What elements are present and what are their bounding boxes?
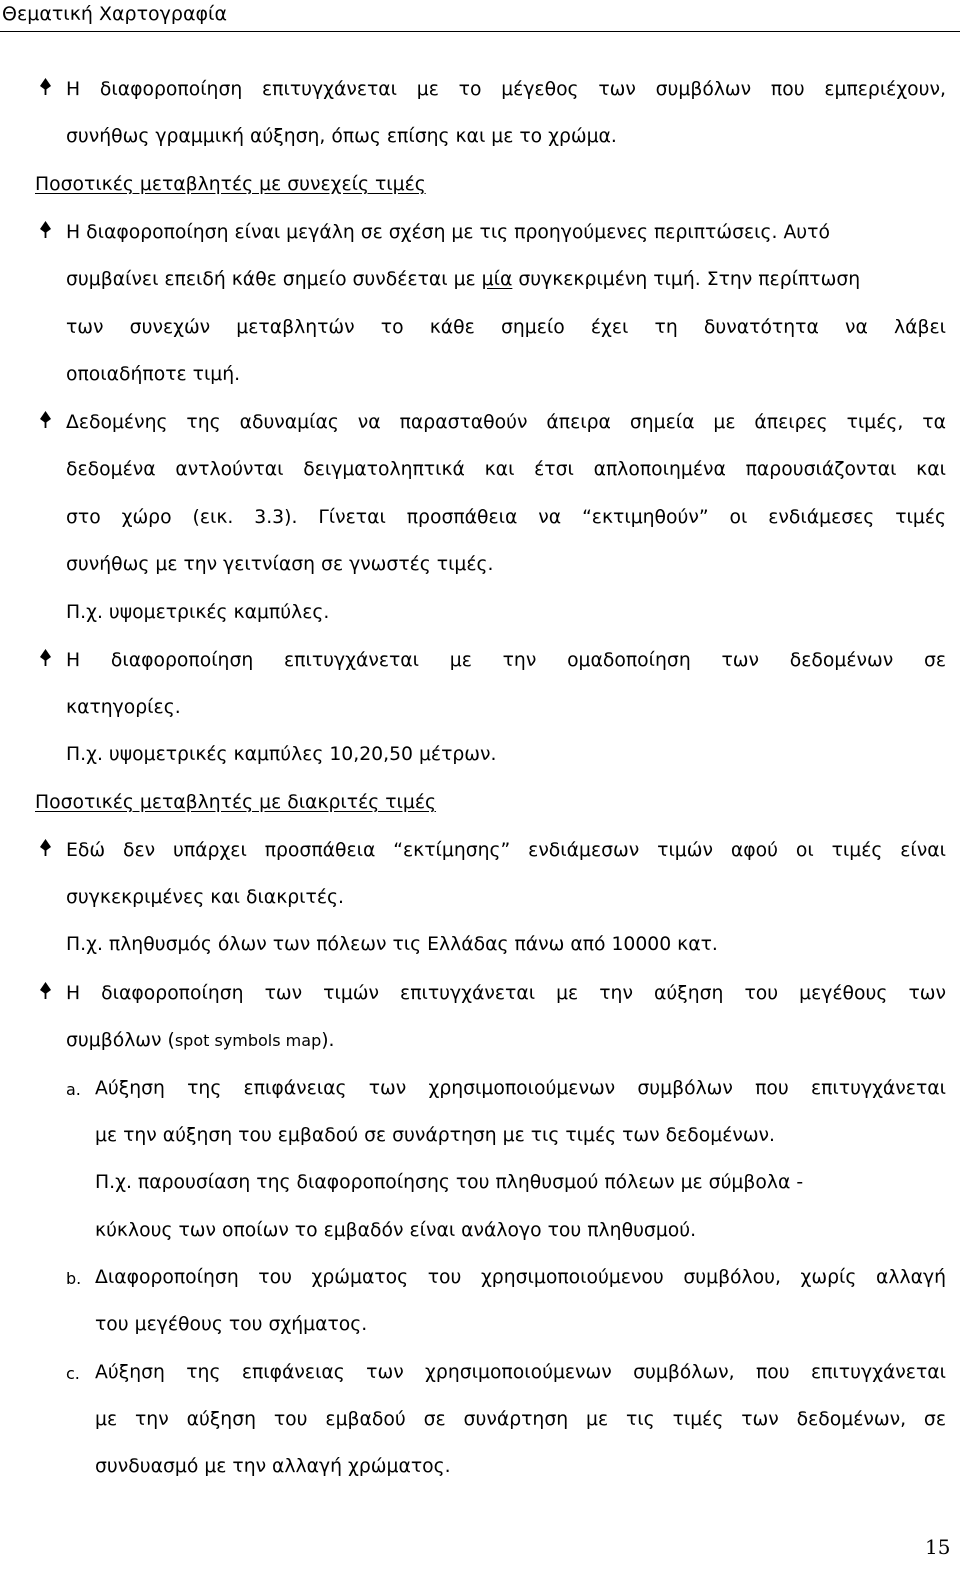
text-line bbox=[66, 1028, 335, 1054]
text-line: Διαφοροποίηση του χρώματος του χρησιμοποιούμενου συμβόλου, χωρίς αλλαγή bbox=[95, 1267, 946, 1288]
text-line: συγκεκριμένες και διακριτές. bbox=[66, 887, 344, 908]
text-line: Η διαφοροποίηση είναι μεγάλη σε σχέση με τις προηγούμενες περιπτώσεις. Αυτό bbox=[66, 222, 830, 243]
text-line: Η διαφοροποίηση των τιμών επιτυγχάνεται με την αύξηση του μεγέθους των bbox=[66, 983, 946, 1004]
text-line: συνήθως με την γειτνίαση σε γνωστές τιμές. bbox=[66, 554, 494, 575]
text-line: Δεδομένης της αδυναμίας να παρασταθούν άπειρα σημεία με άπειρες τιμές, τα bbox=[66, 412, 946, 433]
bullet-icon bbox=[38, 409, 53, 429]
text-line: με την αύξηση του εμβαδού σε συνάρτηση με τις τιμές των δεδομένων, σε bbox=[95, 1409, 946, 1430]
text-line: συνήθως γραμμική αύξηση, όπως επίσης και με το χρώμα. bbox=[66, 126, 617, 147]
text-line: Εδώ δεν υπάρχει προσπάθεια “εκτίμησης” ενδιάμεσων τιμών αφού οι τιμές είναι bbox=[66, 840, 946, 861]
text-line: οποιαδήποτε τιμή. bbox=[66, 364, 241, 385]
bullet-icon bbox=[38, 76, 53, 96]
text-line: Η διαφοροποίηση επιτυγχάνεται με την ομαδοποίηση των δεδομένων σε bbox=[66, 650, 946, 671]
text-line: Η διαφοροποίηση επιτυγχάνεται με το μέγεθος των συμβόλων που εμπεριέχουν, bbox=[66, 79, 946, 100]
text-run: συμβαίνει επειδή κάθε σημείο συνδέεται με bbox=[66, 269, 482, 290]
example-line: Π.χ. υψομετρικές καμπύλες. bbox=[66, 602, 330, 623]
text-run: συγκεκριμένη τιμή. Στην περίπτωση bbox=[512, 269, 861, 290]
text-run: συμβόλων ( bbox=[66, 1030, 175, 1051]
page-number: 15 bbox=[925, 1535, 951, 1559]
bullet-icon bbox=[38, 219, 53, 239]
header-title: Θεματική Χαρτογραφία bbox=[2, 3, 227, 25]
text-line: στο χώρο (εικ. 3.3). Γίνεται προσπάθεια να “εκτιμηθούν” οι ενδιάμεσες τιμές bbox=[66, 507, 946, 528]
text-line: των συνεχών μεταβλητών το κάθε σημείο έχει τη δυνατότητα να λάβει bbox=[66, 317, 946, 338]
list-marker: a. bbox=[66, 1080, 81, 1099]
text-line: συνδυασμό με την αλλαγή χρώματος. bbox=[95, 1456, 451, 1477]
underlined-word: μία bbox=[481, 269, 513, 290]
bullet-icon bbox=[38, 837, 53, 857]
bullet-icon bbox=[38, 647, 53, 667]
text-line: Αύξηση της επιφάνειας των χρησιμοποιούμενων συμβόλων, που επιτυγχάνεται bbox=[95, 1362, 946, 1383]
example-line: Π.χ. παρουσίαση της διαφοροποίησης του πληθυσμού πόλεων με σύμβολα - bbox=[95, 1172, 804, 1193]
text-line: με την αύξηση του εμβαδού σε συνάρτηση με τις τιμές των δεδομένων. bbox=[95, 1125, 776, 1146]
example-line: Π.χ. υψομετρικές καμπύλες 10,20,50 μέτρων. bbox=[66, 744, 497, 765]
english-term: spot symbols map bbox=[174, 1031, 322, 1050]
text-line: κύκλους των οποίων το εμβαδόν είναι ανάλογο του πληθυσμού. bbox=[95, 1220, 697, 1241]
text-run: ). bbox=[321, 1030, 335, 1051]
text-line: κατηγορίες. bbox=[66, 697, 181, 718]
text-line: Αύξηση της επιφάνειας των χρησιμοποιούμενων συμβόλων που επιτυγχάνεται bbox=[95, 1078, 946, 1099]
bullet-icon bbox=[38, 980, 53, 1000]
running-header bbox=[0, 0, 960, 32]
section-heading: Ποσοτικές μεταβλητές με συνεχείς τιμές bbox=[35, 174, 426, 195]
list-marker: b. bbox=[66, 1269, 82, 1288]
text-line bbox=[66, 267, 860, 293]
list-marker: c. bbox=[66, 1364, 80, 1383]
text-line: δεδομένα αντλούνται δειγματοληπτικά και έτσι απλοποιημένα παρουσιάζονται και bbox=[66, 459, 946, 480]
example-line: Π.χ. πληθυσμός όλων των πόλεων τις Ελλάδας πάνω από 10000 κατ. bbox=[66, 934, 718, 955]
text-line: του μεγέθους του σχήματος. bbox=[95, 1314, 368, 1335]
section-heading: Ποσοτικές μεταβλητές με διακριτές τιμές bbox=[35, 792, 437, 813]
